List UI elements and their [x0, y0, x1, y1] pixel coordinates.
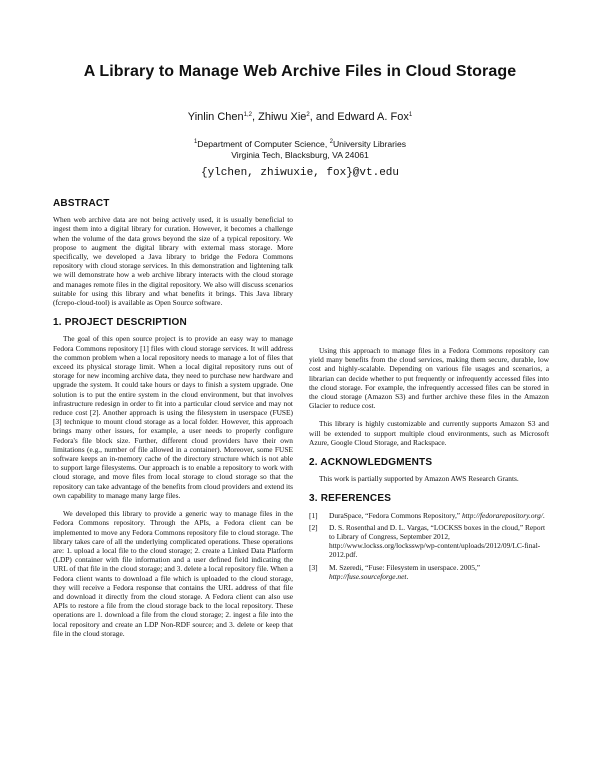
reference-text: D. S. Rosenthal and D. L. Vargas, “LOCKSS boxes in the cloud,” Report to Library of Congress, September 2012, http://www.lockss.org/locksswp/wp-content/uploads/2012/09/LC-final-2012.pdf. — [329, 522, 546, 560]
author-list — [0, 111, 600, 123]
affiliation-department: Department of Computer Science, — [197, 139, 330, 149]
reference-list — [309, 511, 549, 581]
author-affiliation-mark: 1 — [408, 112, 413, 118]
author-name: Zhiwu Xie — [258, 111, 307, 123]
left-column — [53, 199, 293, 638]
reference-tail: . — [542, 510, 545, 520]
reference-text: M. Szeredi, “Fuse: Filesystem in userspace. 2005,” — [329, 562, 481, 572]
abstract-text: When web archive data are not being actively used, it is usually beneficial to ingest them into a digital library for curation. However, it becomes a challenge when the volume of the data grows beyond the size of a typical repository. We propose to augment the digital library with external mass storage. More specifically, we developed a Java library to bridge the Fedora Commons repository with cloud storage services. In this demonstration and lightening talk we will demonstrate how a web archive library interacts with the cloud storage and manages remote files in the digital repository. We also will discuss scenarios suitable for using this library and what benefits it brings. This Java library (fcrepo-cloud-tool) is available as Open Source software. — [53, 215, 293, 308]
body-paragraph: We developed this library to provide a generic way to manage files in the Fedora Commons repository. Through the APIs, a Fedora client can be implemented to move any Fedora Commons repository file to cloud storage. The library takes care of all the underlying complicated operations. These operations are: 1. upload a local file to the cloud storage; 2. create a Linked Data Platform (LDP) container with file information and a user defined field indicating the URL of that file in the cloud storage; and 3. delete a local repository file. When a Fedora client wants to download a file which is uploaded to the cloud storage, they will receive a Fedora response that contains the URL address of that file and download it directly from the cloud storage. A Fedora client can also use APIs to restore a file from the cloud storage back to the local repository. These operations are 1. download a file from the cloud storage; 2. ingest a file into the local repository and create an LDP Non-RDF source; and 3. delete or keep that file in the cloud storage. — [53, 509, 293, 638]
author-separator: , — [252, 111, 259, 123]
affiliation-library: University Libraries — [332, 139, 407, 149]
affiliation-mark: 2 — [329, 139, 333, 145]
section-heading-acknowledgments: 2. ACKNOWLEDGMENTS — [309, 457, 433, 469]
reference-number: [1] — [309, 510, 318, 520]
author-emails: {ylchen, zhiwuxie, fox}@vt.edu — [200, 167, 400, 179]
section-heading-project-description: 1. PROJECT DESCRIPTION — [53, 317, 187, 329]
paper-title: A Library to Manage Web Archive Files in Cloud Storage — [83, 63, 517, 80]
reference-item — [309, 511, 549, 520]
reference-number: [3] — [309, 562, 318, 572]
reference-tail: . — [406, 571, 409, 581]
reference-link[interactable]: http://fedorarepository.org/ — [461, 510, 543, 520]
body-paragraph: The goal of this open source project is to provide an easy way to manage Fedora Commons repository [1] files with cloud storage services. It will address the common problem when a local repository needs to manage a lot of files that exceed its physical storage limit. When a local digital repository runs out of storage for new incoming archive data, they need to purchase new hardware and upgrade the system. It could take hours or days to finish a system upgrade. One solution is to put the entire system in the cloud environment, but that involves infrastructure redesign in order to fit into a particular cloud service and may not reduce cost [2]. Another approach is using the filesystem in userspace (FUSE) [3] technique to mount cloud storage as a local folder. However, this approach brings many other issues, for example, a user needs to properly configure Fedora's file block size. Further, different cloud providers have their own limitations (e.g., number of file allowed in a container). Moreover, some FUSE software keeps an in-memory cache of the directory structure which is not able to support large filesystems. Our approach is to enable a repository to work with cloud storage, and move files from local storage to cloud storage so that the repository can take advantage of the benefits from cloud providers and extend its own capability to manage many large files. — [53, 334, 293, 500]
author-affiliation-mark: 2 — [306, 112, 310, 118]
affiliation-line-2: Virginia Tech, Blacksburg, VA 24061 — [231, 149, 369, 160]
author-separator: , and — [309, 111, 338, 123]
affiliation-line-1 — [0, 139, 600, 150]
reference-text: DuraSpace, “Fedora Commons Repository,” — [329, 510, 462, 520]
right-column — [309, 200, 549, 584]
affiliation-mark: 1 — [193, 139, 198, 145]
section-heading-references: 3. REFERENCES — [309, 493, 392, 505]
author-name: Yinlin Chen — [187, 111, 244, 123]
abstract-heading: ABSTRACT — [53, 198, 110, 209]
reference-number: [2] — [309, 522, 318, 532]
affiliation-block — [0, 139, 600, 160]
acknowledgment-text: This work is partially supported by Amazon AWS Research Grants. — [319, 474, 519, 484]
reference-item — [309, 523, 549, 560]
body-paragraph: This library is highly customizable and currently supports Amazon S3 and will be extended to support multiple cloud environments, such as Microsoft Azure, Google Cloud Storage, and Rackspace. — [309, 419, 549, 447]
body-paragraph: Using this approach to manage files in a Fedora Commons repository can yield many benefits from the cloud services, making them secure, durable, low cost and highly-scalable. Depending on various file usages and scenarios, a librarian can decide whether to put frequently or infrequently accessed files into the cloud storage. For example, the infrequently accessed files can be stored in the cloud storage (Amazon S3) and further archive these files in the Amazon Glacier to reduce cost. — [309, 346, 549, 411]
author-name: Edward A. Fox — [337, 111, 409, 123]
author-affiliation-mark: 1,2 — [243, 112, 252, 118]
reference-item — [309, 563, 549, 581]
reference-link[interactable]: http://fuse.sourceforge.net — [329, 571, 407, 581]
